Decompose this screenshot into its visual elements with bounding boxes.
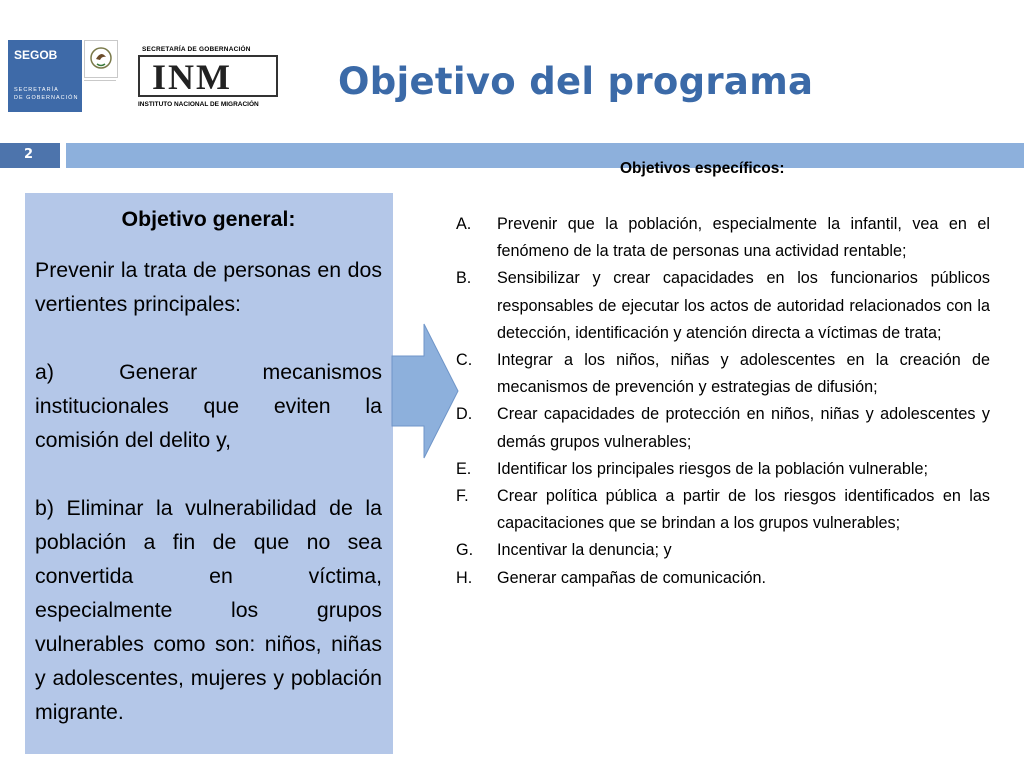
inm-logo-top-text: SECRETARÍA DE GOBERNACIÓN bbox=[142, 46, 251, 53]
specific-objectives-heading: Objetivos específicos: bbox=[620, 160, 785, 177]
general-objective-heading: Objetivo general: bbox=[121, 207, 296, 231]
list-item: B. Sensibilizar y crear capacidades en los funcionarios públicos responsables de ejecutar los actos de autoridad relacionados con la detección, identificación y atención directa a víctimas de trata; bbox=[456, 269, 990, 342]
segob-logo-name: SEGOB bbox=[14, 48, 58, 62]
list-item: H. Generar campañas de comunicación. bbox=[456, 568, 767, 587]
general-objective-item-a: a) Generar mecanismos institucionales que eviten la comisión del delito y, bbox=[35, 360, 382, 452]
segob-logo bbox=[8, 40, 116, 112]
slide-number: 2 bbox=[24, 147, 34, 162]
right-arrow-icon bbox=[390, 322, 460, 460]
slide-number-box bbox=[0, 143, 60, 168]
mexican-coat-of-arms-icon bbox=[84, 40, 118, 78]
general-objective-item-b: b) Eliminar la vulnerabilidad de la población a fin de que no sea convertida en víctima, especialmente los grupos vulnerables como son: niños, niñas y adolescentes, mujeres y población migrante. bbox=[35, 496, 382, 724]
list-item: A. Prevenir que la población, especialmente la infantil, vea en el fenómeno de la trata de personas una actividad rentable; bbox=[456, 215, 990, 261]
page-title: Objetivo del programa bbox=[338, 60, 814, 103]
specific-objectives-list bbox=[456, 211, 990, 592]
list-item: E. Identificar los principales riesgos de la población vulnerable; bbox=[456, 459, 929, 478]
inm-logo-bottom-text: INSTITUTO NACIONAL DE MIGRACIÓN bbox=[138, 101, 259, 108]
general-objective-text: Prevenir la trata de personas en dos vertientes principales: bbox=[35, 258, 382, 316]
segob-logo-subtitle: SECRETARÍA DE GOBERNACIÓN bbox=[14, 87, 79, 101]
list-item: D. Crear capacidades de protección en niños, niñas y adolescentes y demás grupos vulnerables; bbox=[456, 405, 990, 451]
general-objective-panel bbox=[25, 193, 393, 754]
list-item: G. Incentivar la denuncia; y bbox=[456, 541, 672, 560]
list-item: F. Crear política pública a partir de los riesgos identificados en las capacitaciones que se brindan a los grupos vulnerables; bbox=[456, 487, 990, 533]
header-bar bbox=[66, 143, 1024, 168]
list-item: C. Integrar a los niños, niñas y adolescentes en la creación de mecanismos de prevención y estrategias de difusión; bbox=[456, 351, 990, 397]
inm-logo-wordmark: INM bbox=[152, 57, 232, 97]
inm-logo bbox=[134, 46, 279, 112]
